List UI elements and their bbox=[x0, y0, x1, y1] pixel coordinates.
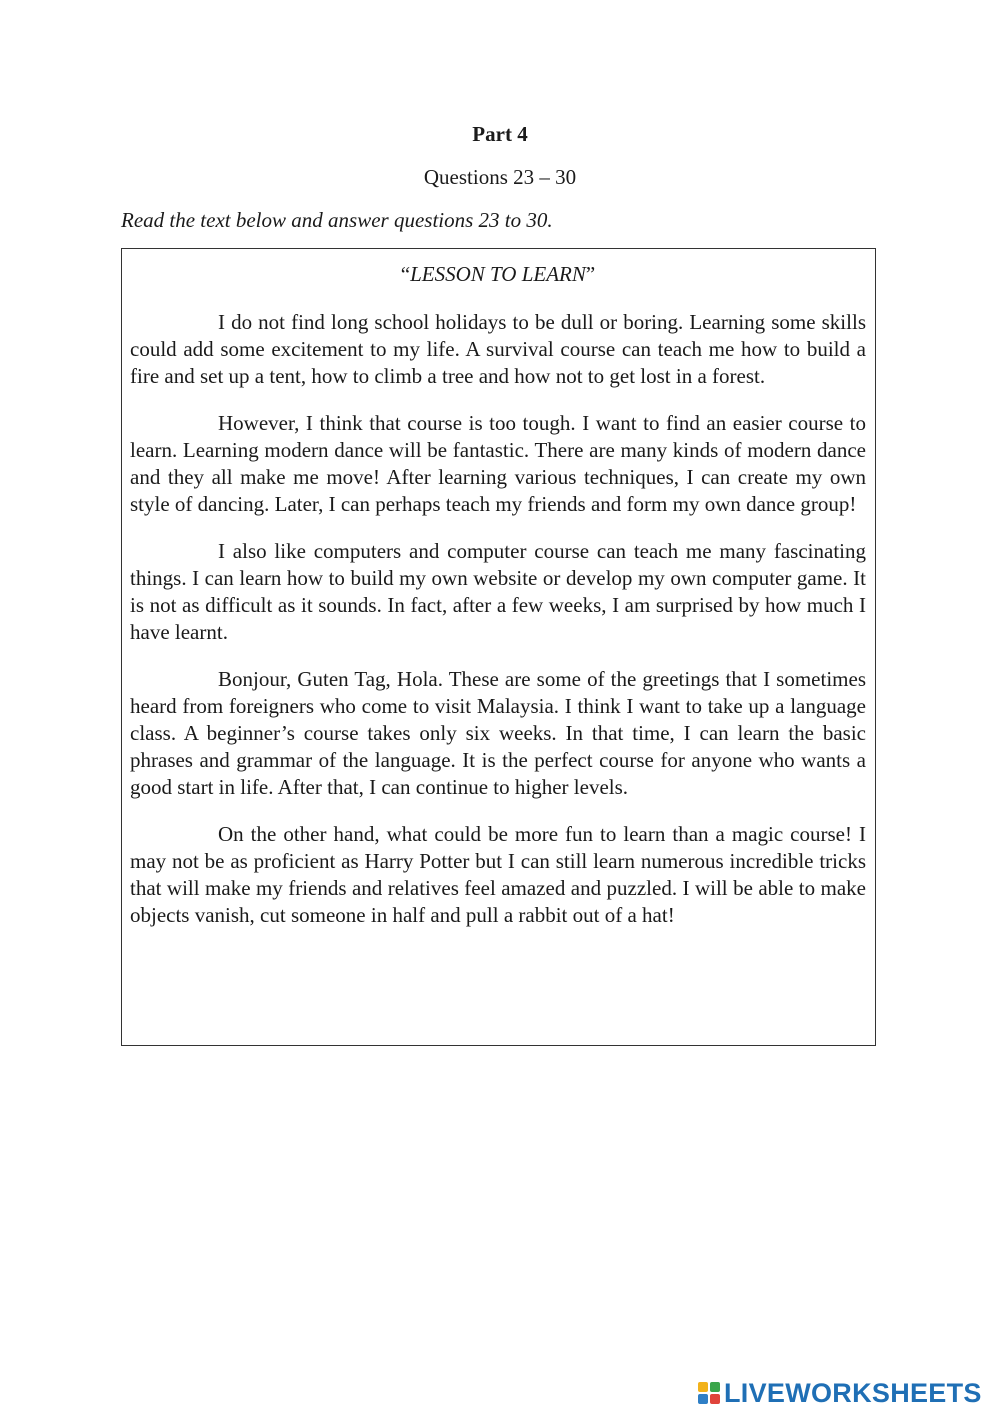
part-title: Part 4 bbox=[472, 122, 528, 146]
logo-text: LIVEWORKSHEETS bbox=[724, 1377, 982, 1408]
passage-paragraph-4: Bonjour, Guten Tag, Hola. These are some of the greetings that I sometimes heard from foreigners who come to visit Malaysia. I think I want to take up a language class. A beginner’s course takes only six weeks. In that time, I can learn the basic phrases and grammar of the language. It is the perfect course for anyone who wants a good start in life. After that, I can continue to higher levels. bbox=[130, 667, 866, 799]
logo-square-green bbox=[710, 1382, 720, 1392]
passage-paragraph-3: I also like computers and computer course can teach me many fascinating things. I can learn how to build my own website or develop my own computer game. It is not as difficult as it sounds. In fact, after a few weeks, I am surprised by how much I have learnt. bbox=[130, 539, 866, 644]
logo-grid-icon bbox=[698, 1382, 720, 1404]
passage-title bbox=[130, 261, 866, 288]
passage-paragraph-1: I do not find long school holidays to be dull or boring. Learning some skills could add some excitement to my life. A survival course can teach me how to build a fire and set up a tent, how to climb a tree and how not to get lost in a forest. bbox=[130, 310, 866, 388]
liveworksheets-logo[interactable] bbox=[698, 1378, 982, 1408]
title-close-quote: ” bbox=[585, 262, 596, 286]
logo-square-red bbox=[710, 1394, 720, 1404]
instruction-text: Read the text below and answer questions 23 to 30. bbox=[121, 208, 553, 232]
logo-square-yellow bbox=[698, 1382, 708, 1392]
title-open-quote: “ bbox=[400, 262, 411, 286]
title-text: LESSON TO LEARN bbox=[410, 262, 586, 286]
logo-square-blue bbox=[698, 1394, 708, 1404]
passage-paragraph-2: However, I think that course is too tough. I want to find an easier course to learn. Learning modern dance will be fantastic. There are many kinds of modern dance and they all make me move! After learning various techniques, I can create my own style of dancing. Later, I can perhaps teach my friends and form my own dance group! bbox=[130, 411, 866, 516]
passage-paragraph-5: On the other hand, what could be more fun to learn than a magic course! I may not be as proficient as Harry Potter but I can still learn numerous incredible tricks that will make my friends and relatives feel amazed and puzzled. I will be able to make objects vanish, cut someone in half and pull a rabbit out of a hat! bbox=[130, 822, 866, 927]
reading-passage-box bbox=[121, 248, 876, 1046]
questions-range: Questions 23 – 30 bbox=[423, 165, 577, 189]
